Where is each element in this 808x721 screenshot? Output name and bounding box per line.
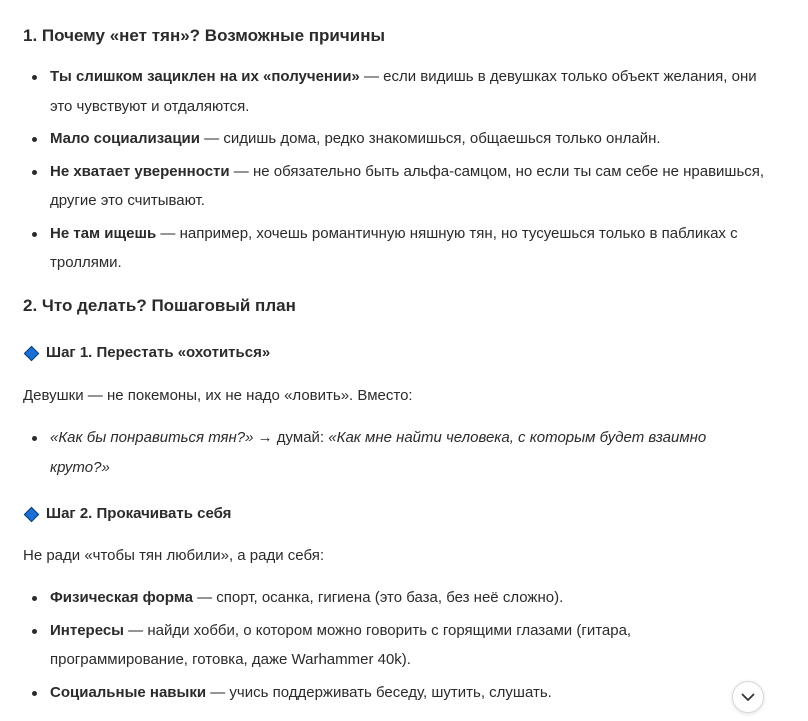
step1-list (23, 423, 743, 482)
list-item-text: — сидишь дома, редко знакомишься, общаешься только онлайн. (200, 130, 661, 147)
step-intro: Не ради «чтобы тян любили», а ради себя: (23, 547, 325, 564)
list-item-text: — не обязательно быть альфа-самцом, но если ты сам себе не нравишься, другие это считывают. (50, 162, 765, 209)
chevron-down-icon (741, 693, 755, 702)
step-intro: Девушки — не покемоны, их не надо «ловить». Вместо: (23, 387, 413, 404)
list-item (23, 62, 783, 121)
list-item-title: Интересы (50, 621, 124, 639)
step2-list (23, 583, 723, 707)
list-item-text: — спорт, осанка, гигиена (это база, без неё сложно). (192, 589, 564, 606)
list-item-title: Социальные навыки (50, 683, 207, 701)
section-heading-reasons: 1. Почему «нет тян»? Возможные причины (23, 26, 385, 45)
step-heading (23, 503, 231, 525)
list-item-title: Ты слишком зациклен на их «получении» (50, 68, 360, 85)
list-item (23, 157, 783, 216)
list-item (23, 616, 723, 675)
list-item-text: — учись поддерживать беседу, шутить, слушать. (206, 683, 552, 701)
list-item-title: Не там ищешь (50, 224, 157, 242)
scroll-down-button[interactable] (732, 681, 764, 713)
list-item (23, 423, 743, 482)
step-heading (23, 342, 270, 364)
list-item-title: Мало социализации (50, 130, 200, 147)
section-heading-plan: 2. Что делать? Пошаговый план (23, 296, 296, 315)
reasons-list (23, 62, 783, 278)
list-item (23, 583, 723, 613)
diamond-icon (24, 345, 40, 361)
quote-text: «Как бы понравиться тян?» (50, 429, 254, 446)
list-item-text: — если видишь в девушках только объект желания, они это чувствуют и отдаляются. (50, 68, 757, 115)
list-item-title: Не хватает уверенности (50, 162, 230, 180)
arrow-text: → думай: (253, 429, 329, 446)
list-item (23, 678, 723, 708)
list-item-text: — найди хобби, о котором можно говорить с горящими глазами (гитара, программирование, готовка, даже Warhammer 40k). (50, 621, 632, 668)
list-item (23, 124, 783, 154)
step-title: Шаг 2. Прокачивать себя (46, 505, 232, 522)
quote-text: «Как мне найти человека, с которым будет взаимно круто?» (50, 429, 707, 476)
list-item-text: — например, хочешь романтичную няшную тян, но тусуешься только в пабликах с троллями. (50, 224, 738, 271)
list-item (23, 219, 783, 278)
step-title: Шаг 1. Перестать «охотиться» (46, 344, 271, 361)
diamond-icon (24, 506, 40, 522)
list-item-title: Физическая форма (50, 589, 193, 606)
